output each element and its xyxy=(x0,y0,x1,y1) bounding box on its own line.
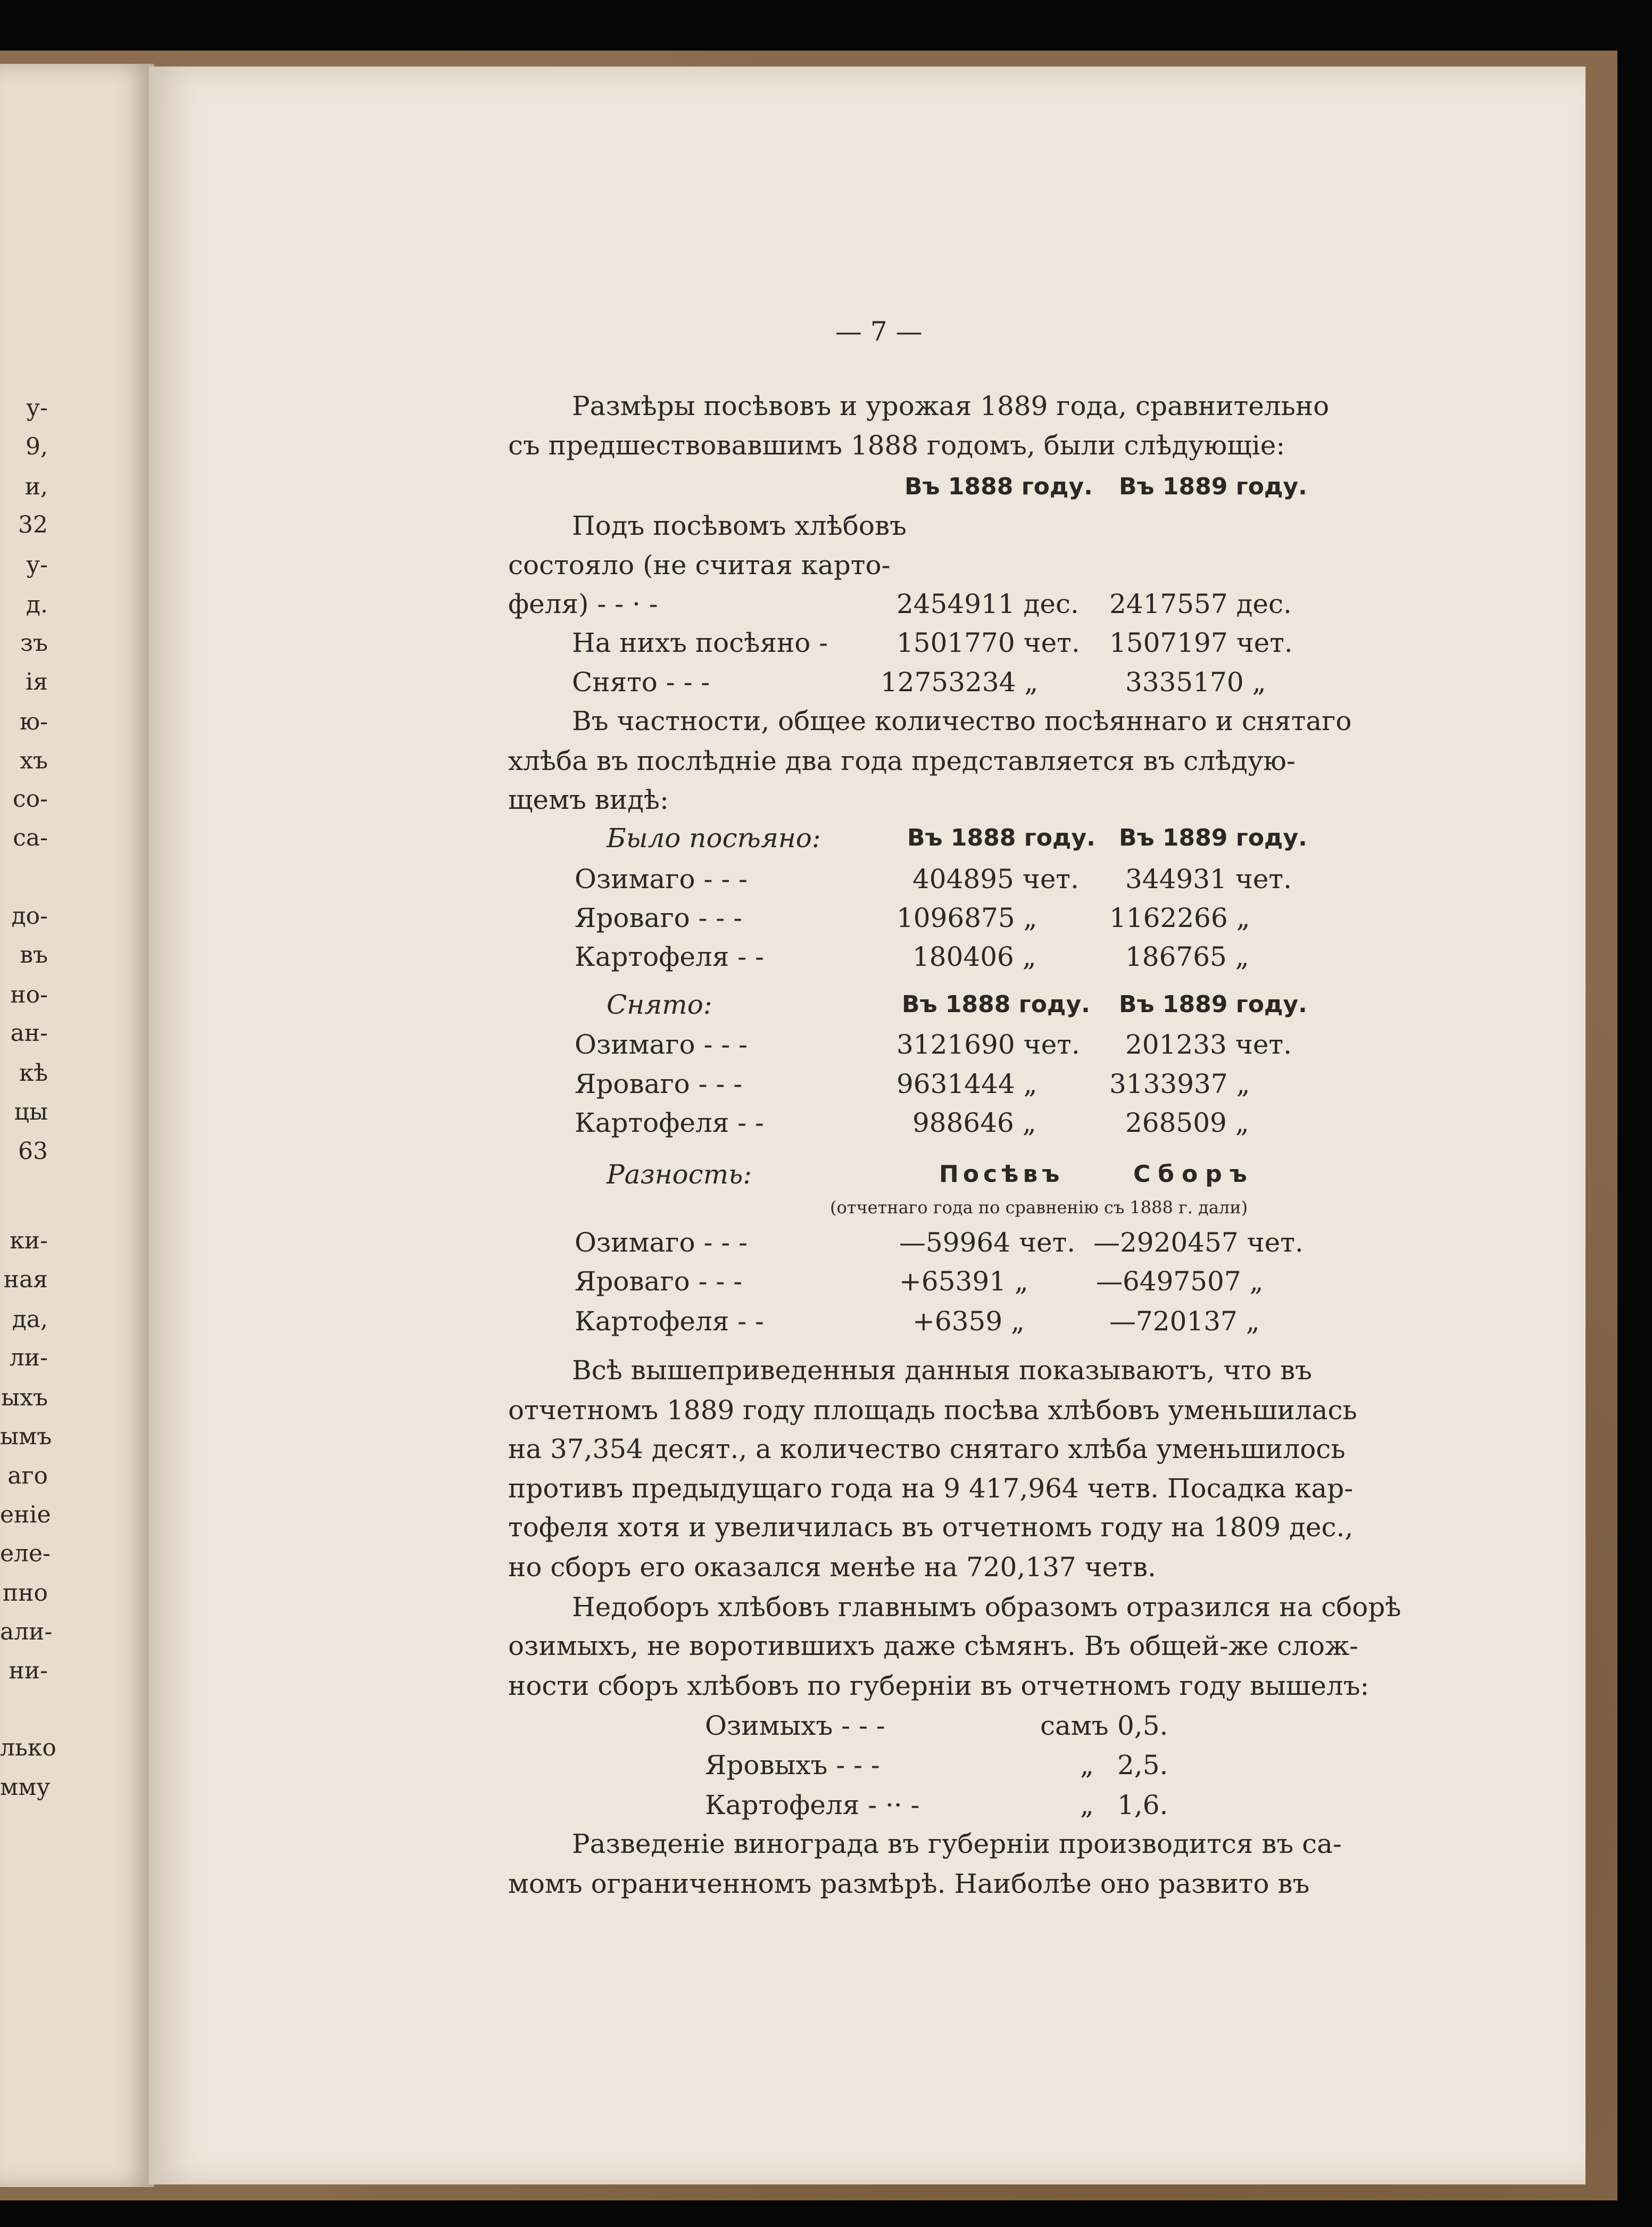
sown-header-1888: Въ 1888 году. xyxy=(907,824,1095,851)
table1-area-1888: 2454911 дес. xyxy=(896,589,1079,619)
yield-row-winter-label: Озимыхъ - - - xyxy=(705,1710,885,1741)
para4-line-2: озимыхъ, не воротившихъ даже сѣмянъ. Въ общей-же слож- xyxy=(508,1630,1358,1661)
difference-note: (отчетнаго года по сравненію съ 1888 г. дали) xyxy=(830,1197,1248,1218)
harvest-row-spring-1889: 3133937 „ xyxy=(1109,1069,1250,1099)
left-page-fragment: ія xyxy=(26,668,48,696)
table1-harvest-label: Снято - - - xyxy=(572,667,710,698)
sown-row-spring-label: Яроваго - - - xyxy=(575,903,743,933)
para2-line-1: Въ частности, общее количество посѣяннаго и снятаго xyxy=(572,706,1352,736)
left-page-fragment: ю- xyxy=(19,708,48,735)
para3-line-4: противъ предыдущаго года на 9 417,964 четв. Посадка кар- xyxy=(508,1473,1354,1504)
left-page-fragment: кѣ xyxy=(19,1059,48,1087)
yield-row-spring-label: Яровыхъ - - - xyxy=(705,1750,880,1781)
left-page-fragment: хъ xyxy=(20,747,48,774)
harvest-row-spring-label: Яроваго - - - xyxy=(575,1069,743,1099)
yield-row-winter-value: 0,5. xyxy=(1117,1710,1168,1741)
left-page xyxy=(0,64,154,2187)
left-page-fragment: еніе xyxy=(0,1501,51,1528)
sown-row-spring-1889: 1162266 „ xyxy=(1109,903,1250,933)
para4-line-3: ности сборъ хлѣбовъ по губерніи въ отчетномъ году вышелъ: xyxy=(508,1670,1369,1701)
left-page-fragment: но- xyxy=(10,981,48,1008)
left-page-fragment: у- xyxy=(26,394,48,421)
difference-row-spring-sowing: +65391 „ xyxy=(899,1266,1028,1297)
harvest-row-winter-1888: 3121690 чет. xyxy=(896,1029,1080,1060)
para5-line-1: Разведеніе винограда въ губерніи производится въ са- xyxy=(572,1828,1342,1859)
table1-harvest-1889: 3335170 „ xyxy=(1125,667,1266,698)
yield-row-potato-value: 1,6. xyxy=(1117,1790,1168,1820)
table1-sown-1889: 1507197 чет. xyxy=(1109,627,1293,658)
left-page-fragment: 32 xyxy=(18,511,48,539)
left-page-fragment: пно xyxy=(2,1579,48,1607)
intro-line-2: съ предшествовавшимъ 1888 годомъ, были слѣдующіе: xyxy=(508,430,1285,461)
difference-header-harvest: Сборъ xyxy=(1133,1161,1255,1188)
left-page-fragment: у- xyxy=(26,551,48,578)
right-page xyxy=(149,67,1585,2184)
harvest-row-potato-1889: 268509 „ xyxy=(1125,1107,1249,1138)
left-page-fragment: цы xyxy=(14,1098,48,1125)
difference-row-potato-sowing: +6359 „ xyxy=(912,1306,1025,1337)
left-page-fragment: лько xyxy=(0,1734,56,1761)
yield-row-potato-unit: „ xyxy=(1080,1790,1094,1820)
left-page-fragment: са- xyxy=(13,824,48,851)
difference-row-spring-harvest: —6497507 „ xyxy=(1096,1266,1264,1297)
yield-row-spring-unit: „ xyxy=(1080,1750,1094,1781)
para2-line-2: хлѣба въ послѣдніе два года представляется въ слѣдую- xyxy=(508,746,1296,776)
left-page-fragment: ыхъ xyxy=(1,1384,48,1411)
table1-header-1888: Въ 1888 году. xyxy=(904,473,1093,500)
page-number: — 7 — xyxy=(835,316,923,347)
left-page-fragment: да, xyxy=(12,1306,48,1333)
sown-row-potato-1888: 180406 „ xyxy=(912,941,1036,972)
sown-row-winter-1889: 344931 чет. xyxy=(1125,864,1292,895)
sown-row-winter-1888: 404895 чет. xyxy=(912,864,1079,895)
left-page-fragment: мму xyxy=(0,1774,51,1801)
difference-row-winter-harvest: —2920457 чет. xyxy=(1093,1227,1304,1258)
sown-heading: Было посѣяно: xyxy=(607,823,821,854)
left-page-fragment: со- xyxy=(13,785,48,813)
difference-row-winter-sowing: —59964 чет. xyxy=(899,1227,1076,1258)
table1-label-line-3: феля) - - · - xyxy=(508,589,658,619)
para3-line-3: на 37,354 десят., а количество снятаго хлѣба уменьшилось xyxy=(508,1434,1346,1464)
difference-heading: Разность: xyxy=(607,1159,752,1190)
harvest-header-1889: Въ 1889 году. xyxy=(1119,991,1307,1018)
table1-header-1889: Въ 1889 году. xyxy=(1119,473,1307,500)
table1-sown-label: На нихъ посѣяно - xyxy=(572,627,828,658)
left-page-fragment: и, xyxy=(24,473,48,500)
difference-header-sowing: Посѣвъ xyxy=(939,1161,1064,1188)
para2-line-3: щемъ видѣ: xyxy=(508,784,669,815)
para3-line-1: Всѣ вышеприведенныя данныя показываютъ, что въ xyxy=(572,1355,1312,1386)
left-page-fragment: еле- xyxy=(0,1540,51,1567)
sown-header-1889: Въ 1889 году. xyxy=(1119,824,1307,851)
left-page-fragment: въ xyxy=(20,941,48,968)
harvest-row-spring-1888: 9631444 „ xyxy=(896,1069,1037,1099)
difference-row-winter-label: Озимаго - - - xyxy=(575,1227,748,1258)
para4-line-1: Недоборъ хлѣбовъ главнымъ образомъ отразился на сборѣ xyxy=(572,1592,1401,1622)
left-page-fragment: аго xyxy=(7,1462,48,1489)
left-page-fragment: зъ xyxy=(20,630,48,657)
yield-row-spring-value: 2,5. xyxy=(1117,1750,1168,1781)
intro-line-1: Размѣры посѣвовъ и урожая 1889 года, сравнительно xyxy=(572,391,1330,421)
left-page-fragment: ки- xyxy=(10,1227,48,1254)
table1-harvest-1888: 12753234 „ xyxy=(881,667,1039,698)
sown-row-spring-1888: 1096875 „ xyxy=(896,903,1037,933)
sown-row-potato-label: Картофеля - - xyxy=(575,941,764,972)
difference-row-potato-label: Картофеля - - xyxy=(575,1306,764,1337)
left-page-fragment: али- xyxy=(0,1618,53,1645)
sown-row-potato-1889: 186765 „ xyxy=(1125,941,1249,972)
table1-sown-1888: 1501770 чет. xyxy=(896,627,1080,658)
harvest-row-potato-1888: 988646 „ xyxy=(912,1107,1036,1138)
yield-row-winter-unit: самъ xyxy=(1040,1710,1109,1741)
table1-area-1889: 2417557 дес. xyxy=(1109,589,1292,619)
para5-line-2: момъ ограниченномъ размѣрѣ. Наиболѣе оно развито въ xyxy=(508,1868,1310,1899)
left-page-fragment: ная xyxy=(3,1266,48,1293)
para3-line-2: отчетномъ 1889 году площадь посѣва хлѣбовъ уменьшилась xyxy=(508,1395,1357,1426)
left-page-fragment: ымъ xyxy=(0,1423,52,1450)
harvest-row-winter-1889: 201233 чет. xyxy=(1125,1029,1292,1060)
left-page-fragment: ан- xyxy=(10,1020,48,1047)
difference-row-spring-label: Яроваго - - - xyxy=(575,1266,743,1297)
sown-row-winter-label: Озимаго - - - xyxy=(575,864,748,895)
table1-label-line-2: состояло (не считая карто- xyxy=(508,550,891,581)
left-page-fragment: 9, xyxy=(26,433,48,460)
harvest-heading: Снято: xyxy=(607,989,712,1020)
left-page-fragment: ни- xyxy=(9,1657,48,1684)
harvest-row-winter-label: Озимаго - - - xyxy=(575,1029,748,1060)
left-page-fragment: до- xyxy=(11,903,48,930)
difference-row-potato-harvest: —720137 „ xyxy=(1109,1306,1260,1337)
table1-label-line-1: Подъ посѣвомъ хлѣбовъ xyxy=(572,510,907,541)
left-page-fragment: ли- xyxy=(9,1344,48,1371)
harvest-header-1888: Въ 1888 году. xyxy=(902,991,1090,1018)
left-page-fragment: 63 xyxy=(18,1138,48,1165)
harvest-row-potato-label: Картофеля - - xyxy=(575,1107,764,1138)
yield-row-potato-label: Картофеля - ·· - xyxy=(705,1790,920,1820)
para3-line-6: но сборъ его оказался менѣе на 720,137 четв. xyxy=(508,1552,1156,1583)
left-page-fragment: д. xyxy=(26,591,48,618)
para3-line-5: тофеля хотя и увеличилась въ отчетномъ году на 1809 дес., xyxy=(508,1512,1354,1543)
